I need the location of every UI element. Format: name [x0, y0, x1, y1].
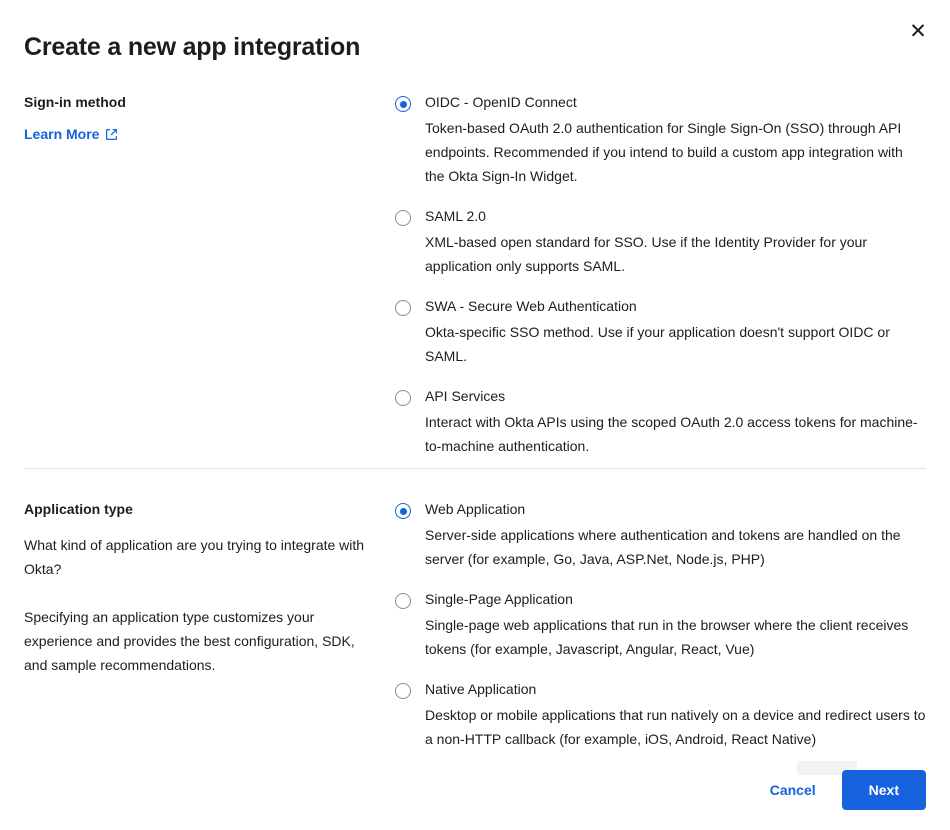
apptype-option-native-description: Desktop or mobile applications that run natively on a device and redirect users to a non-HTTP callback (for example, iOS, Android, React Native)	[425, 707, 926, 747]
radio-native-application[interactable]	[395, 683, 411, 699]
radio-single-page-application[interactable]	[395, 593, 411, 609]
signin-option-saml-body	[425, 206, 926, 278]
learn-more-link[interactable]	[24, 126, 118, 142]
signin-option-oidc[interactable]	[395, 92, 926, 188]
apptype-option-spa-title: Single-Page Application	[425, 591, 573, 607]
dialog-footer	[756, 770, 926, 810]
radio-swa[interactable]	[395, 300, 411, 316]
radio-saml[interactable]	[395, 210, 411, 226]
learn-more-label: Learn More	[24, 126, 100, 142]
signin-option-swa-title: SWA - Secure Web Authentication	[425, 298, 637, 314]
signin-option-oidc-body	[425, 92, 926, 188]
signin-option-api-services-title: API Services	[425, 388, 506, 404]
apptype-option-spa-description: Single-page web applications that run in the browser where the client receives tokens (for example, Javascript, Angular, React, Vue)	[425, 617, 909, 657]
radio-web-application[interactable]	[395, 503, 411, 519]
apptype-option-web-body	[425, 499, 926, 571]
signin-option-api-services[interactable]	[395, 386, 926, 458]
external-link-icon	[105, 128, 118, 141]
signin-method-options	[395, 92, 926, 458]
signin-option-api-services-description: Interact with Okta APIs using the scoped OAuth 2.0 access tokens for machine-to-machine authentication.	[425, 414, 918, 454]
application-type-label: Application type	[24, 501, 133, 517]
application-type-left-column	[24, 499, 395, 677]
apptype-option-native[interactable]	[395, 679, 926, 751]
cancel-button[interactable]: Cancel	[756, 772, 830, 808]
application-type-help-1: What kind of application are you trying to integrate with Okta?	[24, 537, 365, 577]
signin-method-left-column	[24, 92, 395, 144]
application-type-section	[24, 499, 926, 751]
close-icon[interactable]: ✕	[902, 16, 934, 48]
page-title: Create a new app integration	[24, 33, 361, 61]
signin-option-oidc-title: OIDC - OpenID Connect	[425, 94, 577, 110]
section-divider	[24, 468, 926, 469]
signin-option-oidc-description: Token-based OAuth 2.0 authentication for Single Sign-On (SSO) through API endpoints. Recommended if you intend to build a custom app integration with the Okta Sign-In Widget.	[425, 120, 903, 184]
apptype-option-web-title: Web Application	[425, 501, 526, 517]
apptype-option-native-title: Native Application	[425, 681, 537, 697]
apptype-option-web-description: Server-side applications where authentication and tokens are handled on the server (for example, Go, Java, ASP.Net, Node.js, PHP)	[425, 527, 901, 567]
signin-option-swa-body	[425, 296, 926, 368]
application-type-options	[395, 499, 926, 751]
signin-method-section	[24, 92, 926, 458]
apptype-option-native-body	[425, 679, 926, 751]
signin-option-api-services-body	[425, 386, 926, 458]
apptype-option-spa[interactable]	[395, 589, 926, 661]
signin-option-saml-description: XML-based open standard for SSO. Use if the Identity Provider for your application only supports SAML.	[425, 234, 867, 274]
apptype-option-spa-body	[425, 589, 926, 661]
application-type-help-2: Specifying an application type customizes your experience and provides the best configuration, SDK, and sample recommendations.	[24, 609, 355, 673]
radio-oidc[interactable]	[395, 96, 411, 112]
next-button[interactable]: Next	[842, 770, 926, 810]
apptype-option-web[interactable]	[395, 499, 926, 571]
radio-api-services[interactable]	[395, 390, 411, 406]
signin-method-label: Sign-in method	[24, 94, 126, 110]
signin-option-swa-description: Okta-specific SSO method. Use if your application doesn't support OIDC or SAML.	[425, 324, 890, 364]
signin-option-saml-title: SAML 2.0	[425, 208, 486, 224]
signin-option-swa[interactable]	[395, 296, 926, 368]
signin-option-saml[interactable]	[395, 206, 926, 278]
